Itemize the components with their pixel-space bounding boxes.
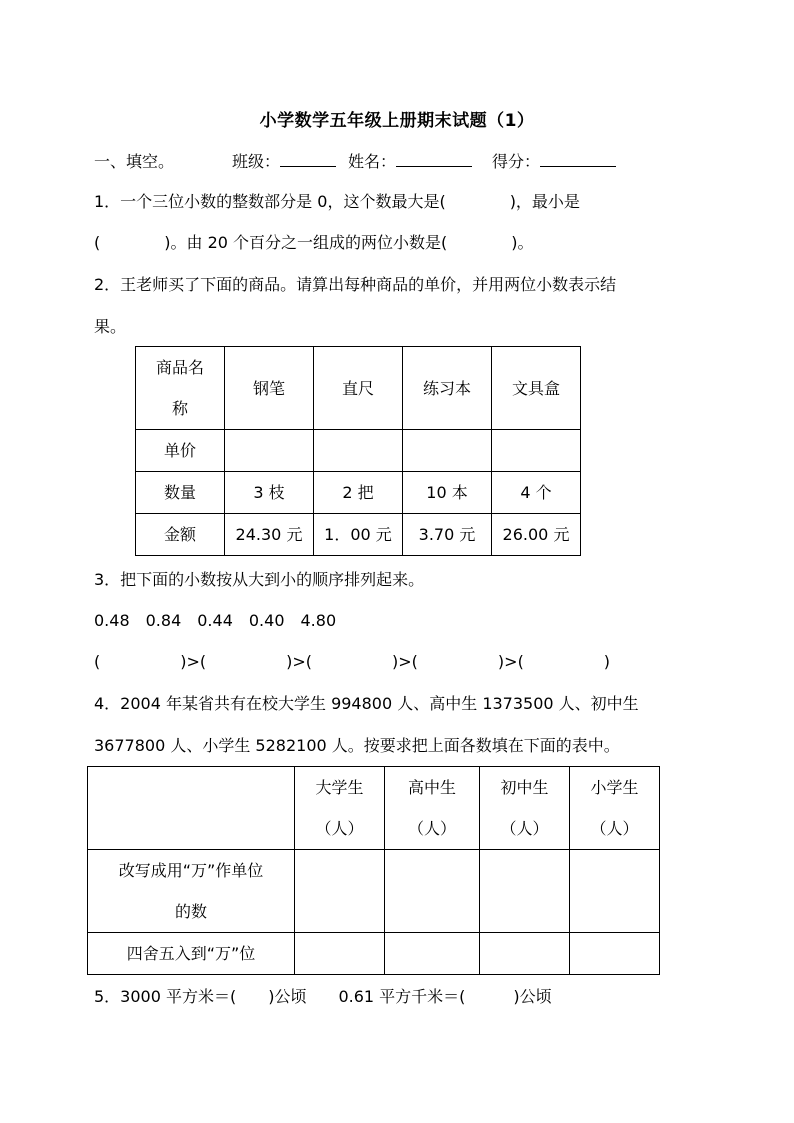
q4-line1: 4．2004 年某省共有在校大学生 994800 人、高中生 1373500 人、初中生 xyxy=(94,694,639,713)
row-label: 金额 xyxy=(136,514,225,556)
answer-cell[interactable] xyxy=(314,430,403,472)
answer-cell[interactable] xyxy=(570,850,660,933)
q3-order: ( )>( )>( )>( )>( ) xyxy=(94,652,611,671)
name-blank[interactable] xyxy=(396,150,472,167)
price-table xyxy=(135,346,581,556)
item-cell: 练习本 xyxy=(403,347,492,430)
answer-cell[interactable] xyxy=(295,850,385,933)
column-header: 高中生 （人） xyxy=(385,767,480,850)
row-label: 单价 xyxy=(136,430,225,472)
q1-line2: ( )。由 20 个百分之一组成的两位小数是( )。 xyxy=(94,233,534,252)
item-cell: 直尺 xyxy=(314,347,403,430)
table-cell: 3.70 元 xyxy=(403,514,492,556)
corner-cell xyxy=(88,767,295,850)
q2-line1: 2．王老师买了下面的商品。请算出每种商品的单价，并用两位小数表示结 xyxy=(94,275,617,294)
table-row xyxy=(136,472,581,514)
score-blank[interactable] xyxy=(540,150,616,167)
table-row xyxy=(88,850,660,933)
table-cell: 1．00 元 xyxy=(314,514,403,556)
table-cell: 10 本 xyxy=(403,472,492,514)
page-title: 小学数学五年级上册期末试题（1） xyxy=(259,111,535,131)
answer-cell[interactable] xyxy=(480,850,570,933)
table-cell: 24.30 元 xyxy=(225,514,314,556)
q3-numbers: 0.48 0.84 0.44 0.40 4.80 xyxy=(94,611,337,630)
q2-line2: 果。 xyxy=(94,317,127,336)
table-row xyxy=(136,430,581,472)
section-heading: 一、填空。 xyxy=(94,152,175,171)
item-cell: 钢笔 xyxy=(225,347,314,430)
table-row xyxy=(88,767,660,850)
answer-cell[interactable] xyxy=(480,933,570,975)
table-cell: 3 枝 xyxy=(225,472,314,514)
row-label: 改写成用“万”作单位 的数 xyxy=(88,850,295,933)
q5-line1: 5．3000 平方米＝( )公顷 0.61 平方千米＝( )公顷 xyxy=(94,987,552,1006)
q3-line1: 3．把下面的小数按从大到小的顺序排列起来。 xyxy=(94,570,425,589)
table-cell: 2 把 xyxy=(314,472,403,514)
name-label: 姓名： xyxy=(348,152,397,171)
row-label: 数量 xyxy=(136,472,225,514)
column-header: 大学生 （人） xyxy=(295,767,385,850)
column-header: 初中生 （人） xyxy=(480,767,570,850)
table-row xyxy=(88,933,660,975)
table-cell: 4 个 xyxy=(492,472,581,514)
answer-cell[interactable] xyxy=(570,933,660,975)
class-label: 班级： xyxy=(232,152,281,171)
table-cell: 26.00 元 xyxy=(492,514,581,556)
answer-cell[interactable] xyxy=(385,850,480,933)
answer-cell[interactable] xyxy=(492,430,581,472)
column-header: 小学生 （人） xyxy=(570,767,660,850)
class-blank[interactable] xyxy=(280,150,336,167)
row-label: 四舍五入到“万”位 xyxy=(88,933,295,975)
student-table xyxy=(87,766,660,975)
table-row xyxy=(136,347,581,430)
header-line xyxy=(94,150,616,173)
answer-cell[interactable] xyxy=(295,933,385,975)
answer-cell[interactable] xyxy=(225,430,314,472)
item-cell: 文具盒 xyxy=(492,347,581,430)
score-label: 得分： xyxy=(492,152,541,171)
table-row xyxy=(136,514,581,556)
header-cell: 商品名称 xyxy=(136,347,225,430)
q1-line1: 1．一个三位小数的整数部分是 0，这个数最大是( )，最小是 xyxy=(94,192,580,211)
answer-cell[interactable] xyxy=(385,933,480,975)
answer-cell[interactable] xyxy=(403,430,492,472)
q4-line2: 3677800 人、小学生 5282100 人。按要求把上面各数填在下面的表中。 xyxy=(94,736,620,755)
